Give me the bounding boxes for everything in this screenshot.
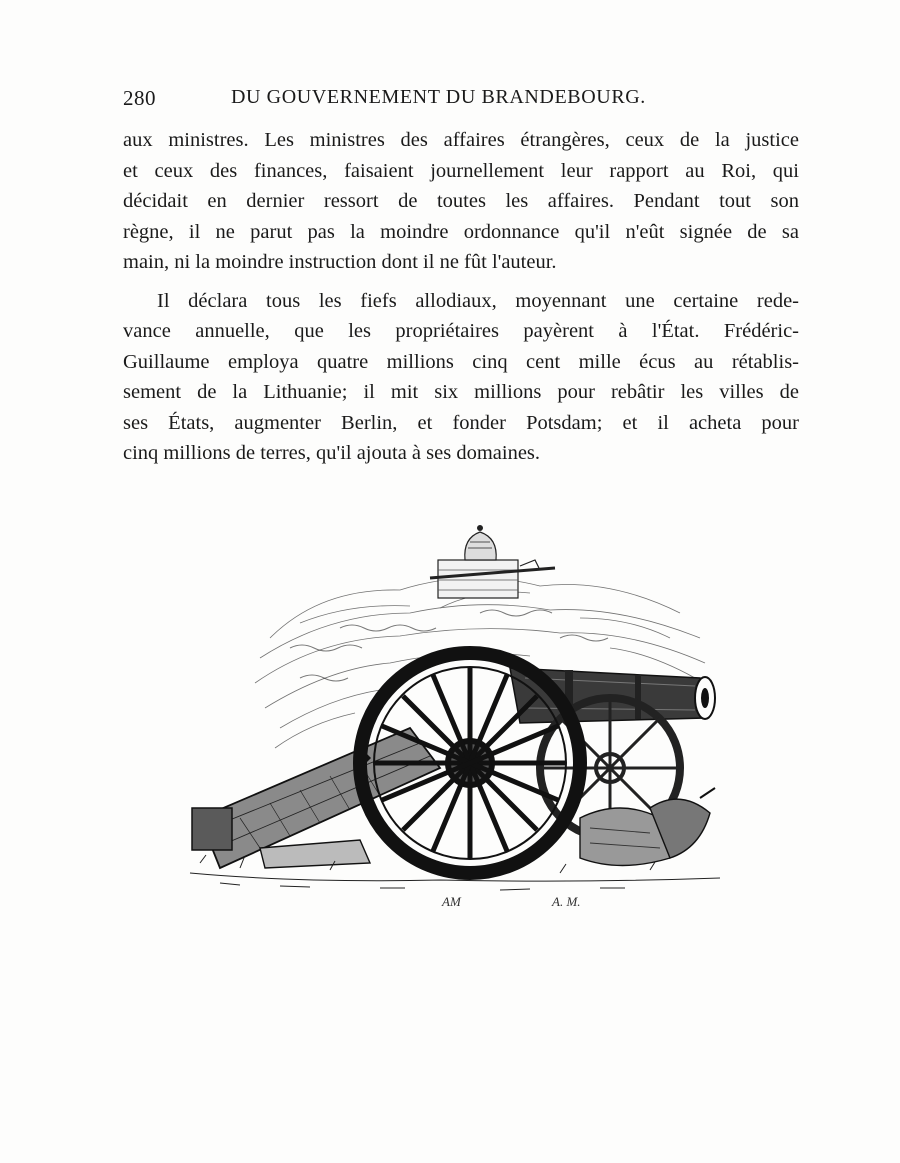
text-line: et ceux des finances, faisaient journellement leur rapport au Roi, qui	[123, 159, 799, 182]
text-line: Guillaume employa quatre millions cinq cent mille écus au rétablis-	[123, 350, 799, 373]
text-line: décidait en dernier ressort de toutes les affaires. Pendant tout son	[123, 190, 799, 212]
text-line: main, ni la moindre instruction dont il ne fût l'auteur.	[123, 251, 557, 273]
page-number: 280	[123, 86, 156, 110]
crown-on-cushion	[430, 525, 555, 598]
text-line: Il déclara tous les fiefs allodiaux, moyennant une certaine rede-	[157, 289, 799, 312]
paragraph-2	[123, 286, 799, 469]
text-line: règne, il ne parut pas la moindre ordonnance qu'il n'eût signée de sa	[123, 220, 799, 243]
near-wheel	[360, 653, 580, 873]
text-line: aux ministres. Les ministres des affaires étrangères, ceux de la justice	[123, 129, 799, 151]
body-text	[123, 125, 799, 469]
text-line: sement de la Lithuanie; il mit six millions pour rebâtir les villes de	[123, 381, 799, 403]
paragraph-1	[123, 125, 799, 278]
cannon-vignette	[180, 518, 725, 918]
smoke-cloud	[255, 578, 705, 748]
cannon-engraving	[180, 518, 725, 918]
signature-right: A. M.	[552, 894, 581, 909]
running-title: DU GOUVERNEMENT DU BRANDEBOURG.	[231, 86, 646, 108]
text-line: vance annuelle, que les propriétaires payèrent à l'État. Frédéric-	[123, 320, 799, 342]
text-line: ses États, augmenter Berlin, et fonder Potsdam; et il acheta pour	[123, 411, 799, 434]
running-head	[123, 86, 698, 114]
signature-left: AM	[442, 894, 461, 909]
text-line: cinq millions de terres, qu'il ajouta à ses domaines.	[123, 442, 541, 464]
